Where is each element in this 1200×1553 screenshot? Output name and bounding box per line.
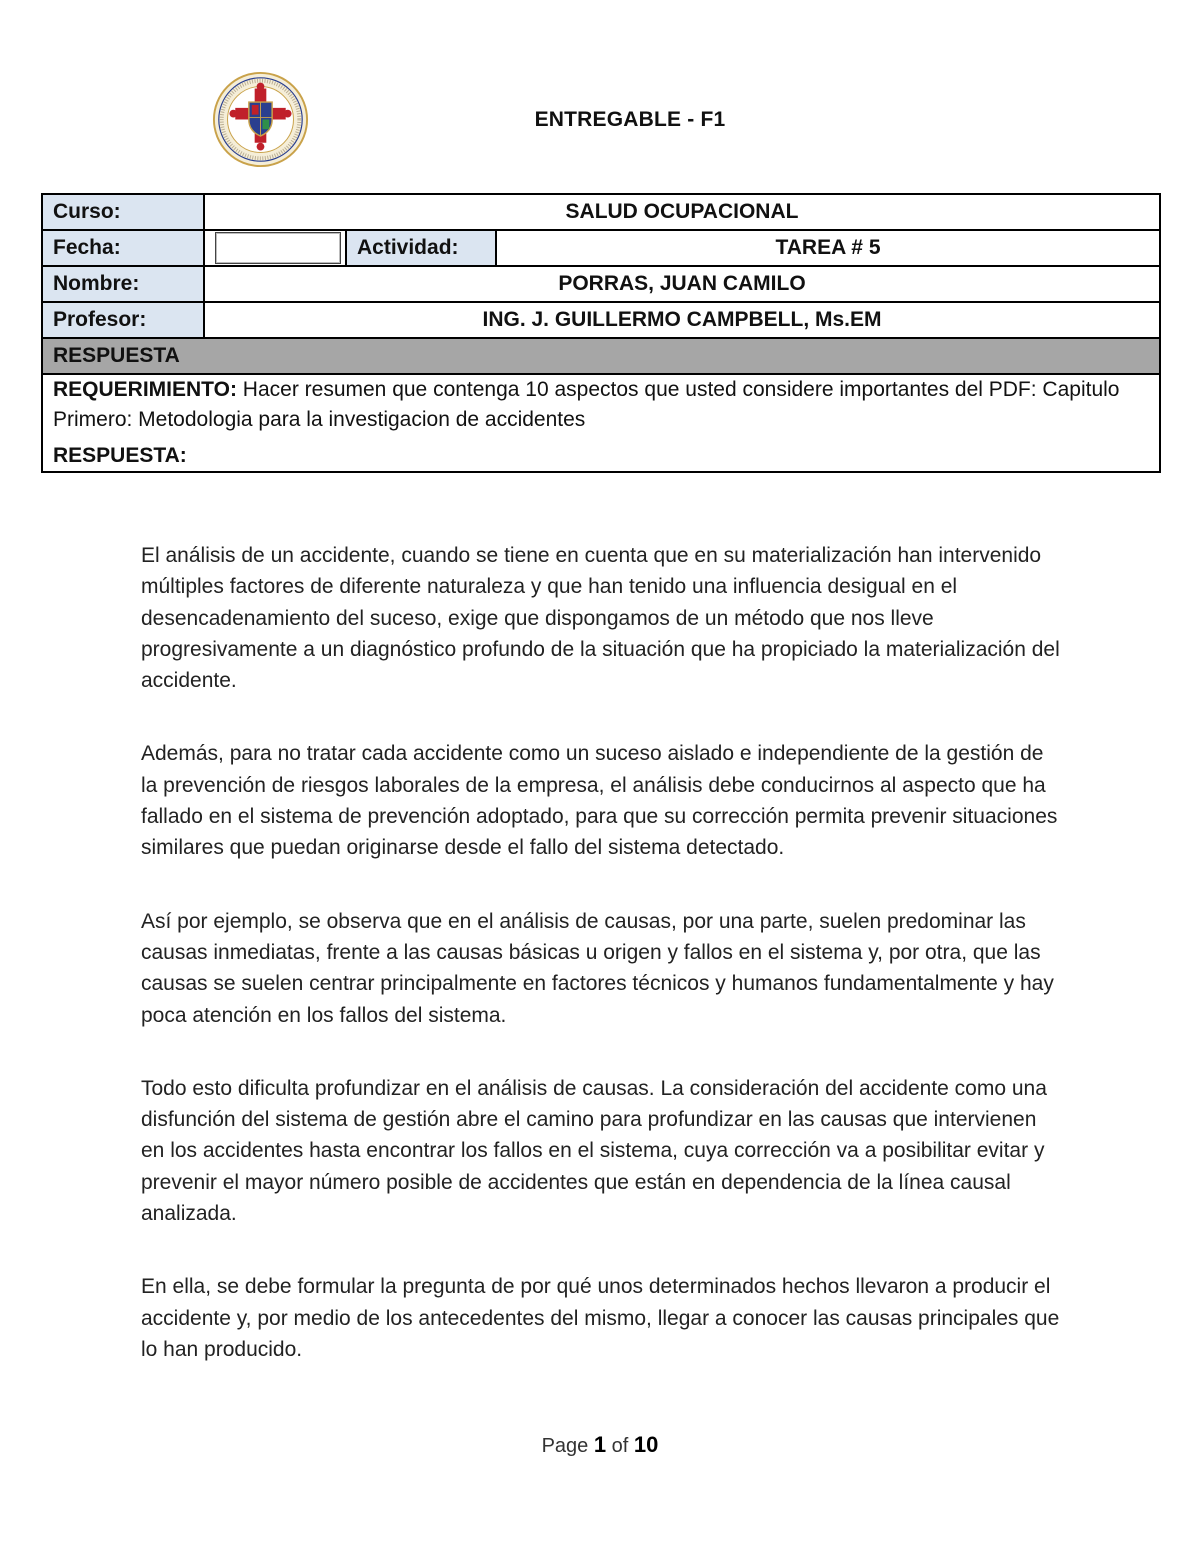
document-title: ENTREGABLE - F1: [534, 108, 726, 131]
page-footer: [0, 1432, 1200, 1458]
professor-label: Profesor:: [42, 302, 204, 338]
course-row: [42, 194, 1160, 230]
body-paragraph-3: Así por ejemplo, se observa que en el análisis de causas, por una parte, suelen predominar las causas inmediatas, frente a las causas básicas u origen y fallos en el sistema y, por otra, que las causas se suelen centrar principalmente en factores técnicos y humanos fundamentalmente y hay poca atención en los fallos del sistema.: [141, 909, 1054, 1027]
body-paragraph-1: El análisis de un accidente, cuando se tiene en cuenta que en su materialización han intervenido múltiples factores de diferente naturaleza y que han tenido una influencia desigual en el desencadenamiento del suceso, exige que dispongamos de un método que nos lleve progresivamente a un diagnóstico profundo de la situación que ha propiciado la materialización del accidente.: [141, 544, 1060, 693]
date-cell: [204, 230, 346, 266]
response-section-header: RESPUESTA: [42, 338, 1160, 374]
requirement-row: [42, 374, 1160, 472]
requirement-text: Hacer resumen que contenga 10 aspectos que usted considere importantes del PDF: Capitulo Primero: Metodologia para la investigacion de accidentes: [53, 378, 1120, 431]
body-paragraph-4: Todo esto dificulta profundizar en el análisis de causas. La consideración del accidente como una disfunción del sistema de gestión abre el camino para profundizar en las causas que intervienen en los accidentes hasta encontrar los fallos en el sistema, cuya corrección va a posibilitar evitar y prevenir el mayor número posible de accidentes que están en dependencia de la línea causal analizada.: [141, 1076, 1047, 1226]
activity-value: TAREA # 5: [496, 230, 1160, 266]
name-value: PORRAS, JUAN CAMILO: [204, 266, 1160, 302]
of-word: of: [611, 1435, 629, 1457]
course-value: SALUD OCUPACIONAL: [204, 194, 1160, 230]
professor-row: [42, 302, 1160, 338]
date-label: Fecha:: [42, 230, 204, 266]
requirement-label: REQUERIMIENTO:: [53, 378, 237, 401]
university-seal-icon: [212, 71, 309, 168]
professor-value: ING. J. GUILLERMO CAMPBELL, Ms.EM: [204, 302, 1160, 338]
answer-label: RESPUESTA:: [53, 444, 187, 467]
info-table: [41, 193, 1161, 473]
page-total: 10: [633, 1432, 659, 1457]
body-paragraph-5: En ella, se debe formular la pregunta de por qué unos determinados hechos llevaron a producir el accidente y, por medio de los antecedentes del mismo, llegar a conocer las causas principales que lo han producido.: [141, 1275, 1060, 1361]
date-activity-row: [42, 230, 1160, 266]
name-label: Nombre:: [42, 266, 204, 302]
answer-body: [141, 540, 1061, 1407]
course-label: Curso:: [42, 194, 204, 230]
page-word: Page: [541, 1435, 589, 1457]
body-paragraph-2: Además, para no tratar cada accidente como un suceso aislado e independiente de la gestión de la prevención de riesgos laborales de la empresa, el análisis debe conducirnos al aspecto que ha fallado en el sistema de prevención adoptado, para que su corrección permita prevenir situaciones similares que puedan originarse desde el fallo del sistema detectado.: [141, 742, 1058, 860]
requirement-paragraph: [53, 375, 1149, 435]
date-field[interactable]: [215, 232, 341, 264]
page-current: 1: [593, 1432, 607, 1457]
name-row: [42, 266, 1160, 302]
activity-label: Actividad:: [346, 230, 496, 266]
response-header-row: [42, 338, 1160, 374]
requirement-cell: [42, 374, 1160, 472]
